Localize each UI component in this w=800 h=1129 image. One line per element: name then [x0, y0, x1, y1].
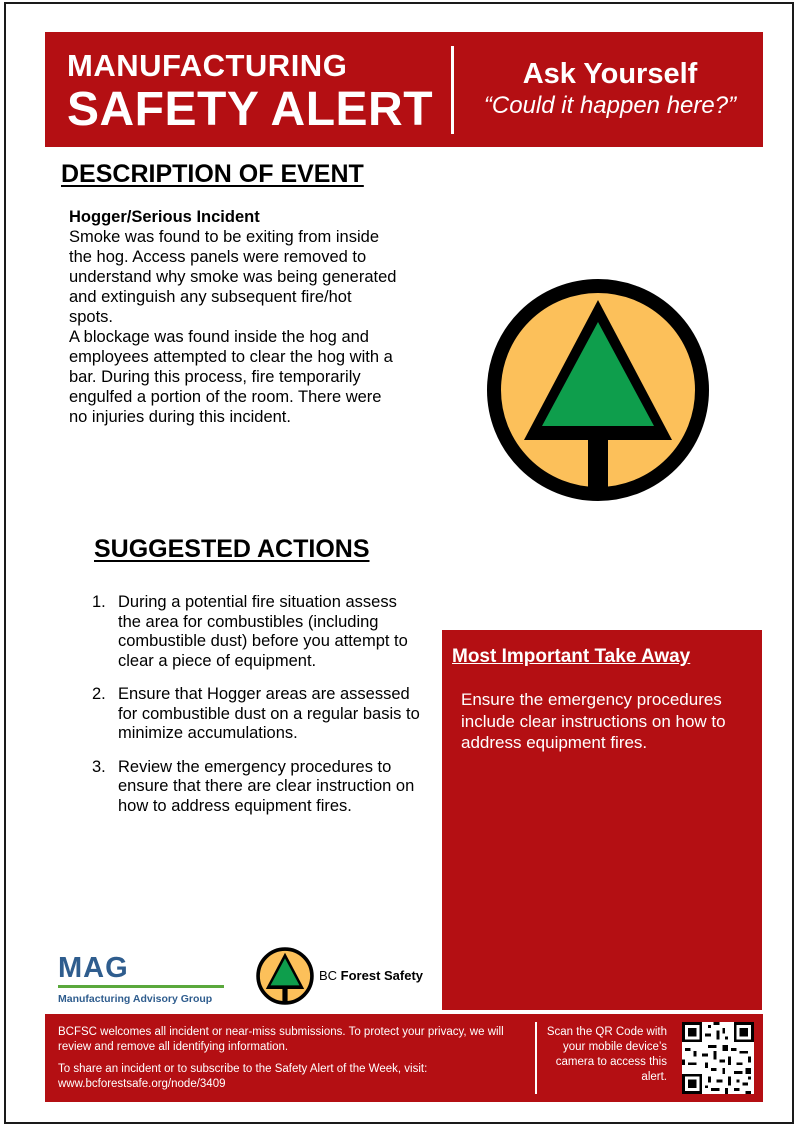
- list-item: [92, 758, 422, 817]
- takeaway-title: Most Important Take Away: [452, 646, 691, 667]
- list-item: [92, 685, 422, 744]
- list-item-number: 2.: [92, 685, 106, 703]
- description-heading: DESCRIPTION OF EVENT: [61, 160, 364, 188]
- list-item-number: 1.: [92, 593, 106, 611]
- description-subheading: Hogger/Serious Incident: [69, 208, 260, 226]
- actions-heading: SUGGESTED ACTIONS: [94, 535, 370, 563]
- footer-subscribe-text: To share an incident or to subscribe to the Safety Alert of the Week, visit: www.bcforestsafe.org/node/3409: [58, 1063, 428, 1090]
- header-title: SAFETY ALERT: [67, 83, 434, 136]
- bcfs-tree-icon: [256, 947, 314, 1005]
- takeaway-box: [442, 630, 762, 1010]
- mag-logo-line: [58, 985, 224, 988]
- takeaway-text: Ensure the emergency procedures include clear instructions on how to address equipment fires.: [461, 690, 726, 752]
- footer-divider: [535, 1022, 537, 1094]
- description-paragraph-2: A blockage was found inside the hog and employees attempted to clear the hog with a bar. During this process, fire temporarily engulfed a portion of the room. There were no injuries during this incident.: [69, 328, 393, 426]
- alert-footer: [45, 1014, 763, 1102]
- alert-header: [45, 32, 763, 147]
- header-divider: [451, 46, 454, 134]
- header-ask: Ask Yourself: [522, 58, 698, 90]
- mag-logo-subtitle: Manufacturing Advisory Group: [58, 993, 213, 1005]
- description-paragraph-1: Smoke was found to be exiting from inside the hog. Access panels were removed to understand why smoke was being generated and extinguish any subsequent fire/hot spots.: [69, 228, 397, 326]
- bcfs-logo-text: [319, 968, 423, 983]
- mag-logo: [58, 952, 228, 1012]
- header-kicker: MANUFACTURING: [67, 48, 348, 83]
- header-question: “Could it happen here?”: [483, 92, 737, 119]
- list-item-text: Review the emergency procedures to ensure that there are clear instruction on how to address equipment fires.: [118, 757, 415, 815]
- footer-qr-instructions: Scan the QR Code with your mobile device’s camera to access this alert.: [546, 1026, 667, 1083]
- actions-list: [92, 593, 422, 830]
- list-item-number: 3.: [92, 757, 106, 776]
- footer-privacy-text: BCFSC welcomes all incident or near-miss submissions. To protect your privacy, we will review and remove all identifying information.: [58, 1026, 504, 1053]
- list-item: [92, 593, 422, 671]
- qr-code-icon[interactable]: [682, 1022, 754, 1094]
- list-item-text: Ensure that Hogger areas are assessed for combustible dust on a regular basis to minimize accumulations.: [118, 685, 420, 742]
- bcfs-logo-prefix: BC: [319, 968, 341, 983]
- description-body: [69, 207, 399, 427]
- bc-forest-safety-logo: [256, 947, 446, 1007]
- mag-logo-letters: MAG: [58, 952, 129, 984]
- tree-emblem-icon: [486, 278, 710, 502]
- list-item-text: During a potential fire situation assess the area for combustibles (including combustible dust) before you attempt to clear a piece of equipment.: [118, 593, 408, 670]
- bcfs-logo-name: Forest Safety: [340, 968, 424, 983]
